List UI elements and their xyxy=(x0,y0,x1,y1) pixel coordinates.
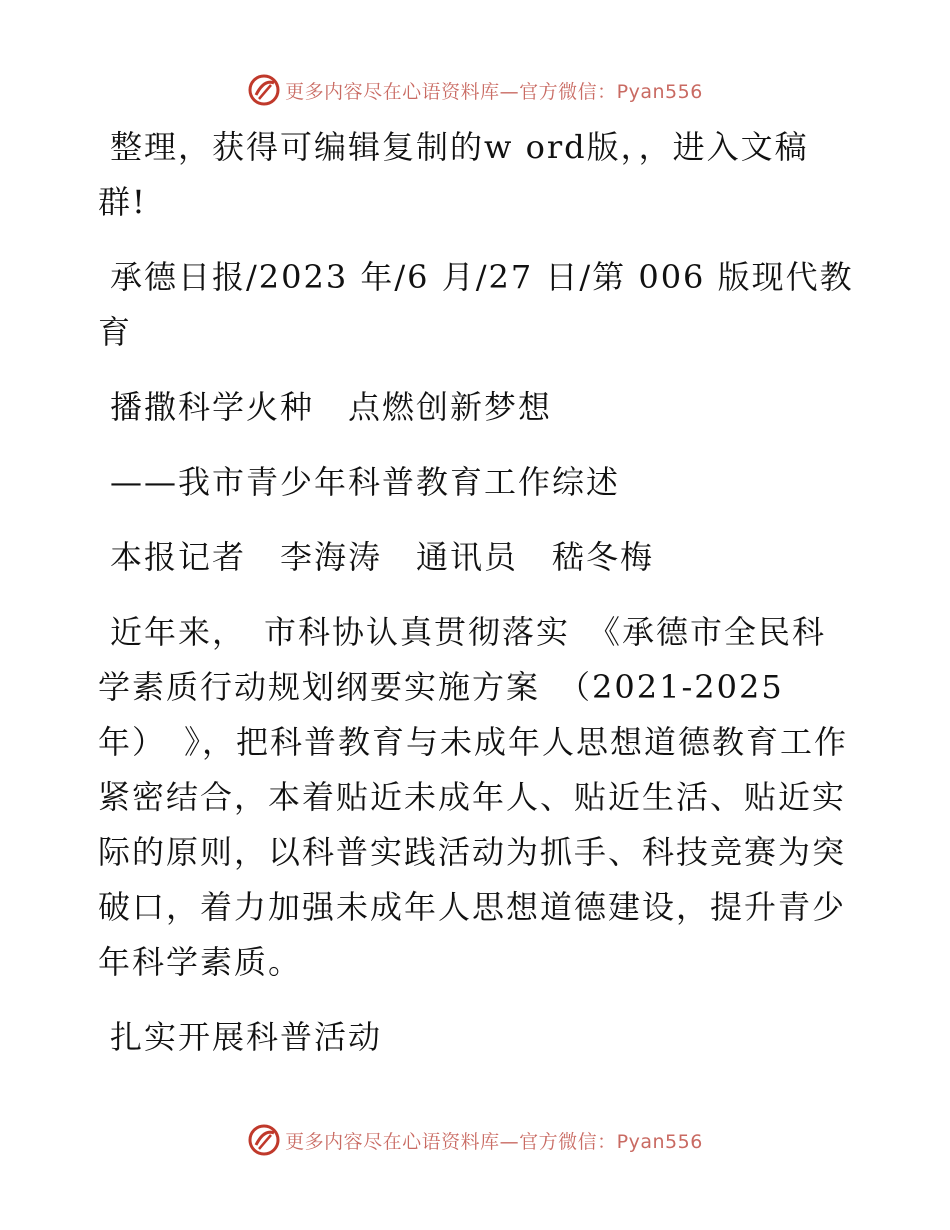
footer-banner-text: 更多内容尽在心语资料库—官方微信：Pyan556 xyxy=(285,1130,703,1153)
article-subtitle: ——我市青少年科普教育工作综述 xyxy=(110,463,621,501)
article-byline: 本报记者 李海涛 通讯员 嵇冬梅 xyxy=(110,538,655,576)
article-paragraph: 近年来， 市科协认真贯彻落实 《承德市全民科学素质行动规划纲要实施方案 （2021-2025 年） 》，把科普教育与未成年人思想道德教育工作紧密结合，本着贴近未成年人、贴近生活、贴近实际的原则，以科普实践活动为抓手、科技竞赛为突破口，着力加强未成年人思想道德建设，提升青少年科学素质。 xyxy=(98,613,849,981)
article-title: 播撒科学火种 点燃创新梦想 xyxy=(110,388,553,426)
intro-note: 整理，获得可编辑复制的w ord版，，进入文稿群! xyxy=(98,128,809,221)
section-heading: 扎实开展科普活动 xyxy=(110,1018,383,1056)
header-banner xyxy=(0,70,950,110)
document-body xyxy=(98,120,854,1085)
brand-logo-icon xyxy=(247,1123,281,1157)
footer-banner xyxy=(0,1120,950,1160)
newspaper-source: 承德日报/2023 年/6 月/27 日/第 006 版现代教育 xyxy=(98,258,854,351)
brand-logo-icon xyxy=(247,73,281,107)
header-banner-text: 更多内容尽在心语资料库—官方微信：Pyan556 xyxy=(285,80,703,103)
